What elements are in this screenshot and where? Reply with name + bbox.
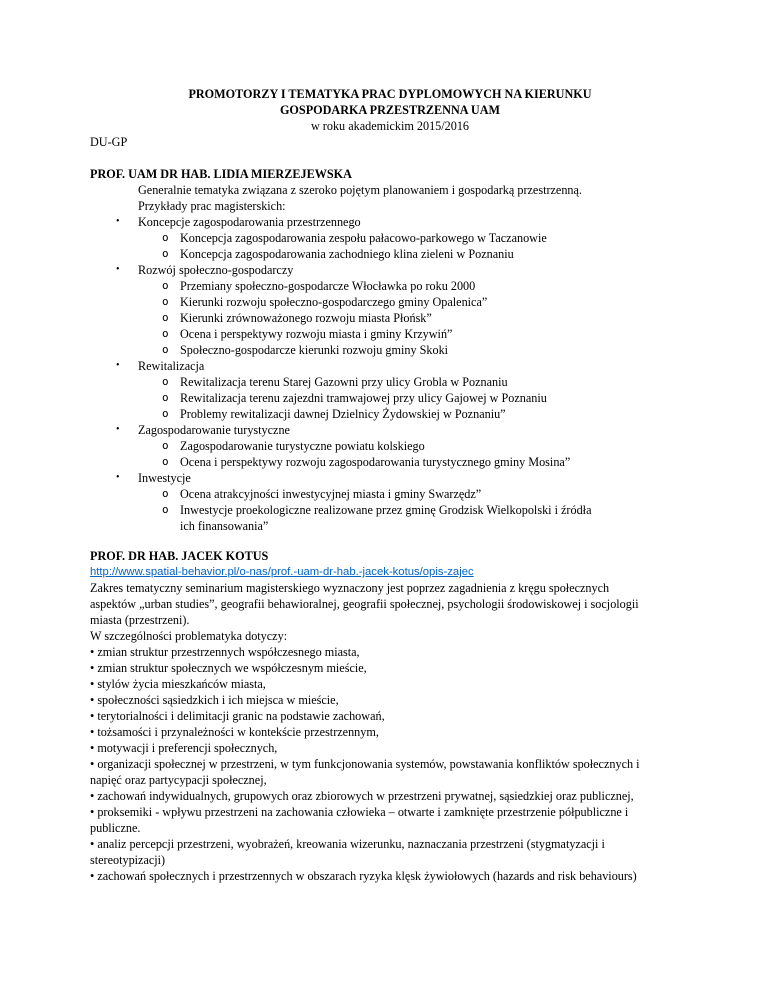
document-code: DU-GP [90, 135, 128, 149]
section1-intro: Generalnie tematyka związana z szeroko pojętym planowaniem i gospodarką przestrzenną. [138, 183, 582, 197]
topic-item: • tożsamości i przynależności w kontekście przestrzennym, [90, 725, 379, 739]
topic-item-continued: napięć oraz partycypacji społecznej, [90, 773, 267, 787]
bullet-icon: • [116, 216, 120, 227]
topic-item: • społeczności sąsiedzkich i ich miejsca w mieście, [90, 693, 339, 707]
group-item [90, 422, 690, 438]
circle-bullet-icon: o [162, 375, 169, 388]
thesis-item: o Inwestycje proekologiczne realizowane przez gminę Grodzisk Wielkopolski i źródła ich finansowania” [162, 503, 592, 533]
section2-intro: Zakres tematyczny seminarium magisterskiego wyznaczony jest poprzez zagadnienia z kręgu społecznych aspektów „urban studies”, geografii behawioralnej, geografii społecznej, psychologii środowiskowej i socjologii miasta (przestrzeni). [90, 581, 639, 627]
topic-item-continued: stereotypizacji) [90, 853, 166, 867]
group-label: Inwestycje [138, 471, 191, 485]
document-title [90, 86, 690, 118]
examples-label: Przykłady prac magisterskich: [138, 199, 286, 213]
topic-item: • motywacji i preferencji społecznych, [90, 741, 278, 755]
group-label: Koncepcje zagospodarowania przestrzennego [138, 215, 361, 229]
circle-bullet-icon: o [162, 311, 169, 324]
topic-item: • proksemiki - wpływu przestrzeni na zachowania człowieka – otwarte i zamknięte przestrzenie półpubliczne i [90, 805, 629, 819]
bullet-icon: • [116, 424, 120, 435]
group-label: Zagospodarowanie turystyczne [138, 423, 290, 437]
group-label: Rozwój społeczno-gospodarczy [138, 263, 294, 277]
supervisor-heading-kotus: PROF. DR HAB. JACEK KOTUS [90, 549, 269, 563]
thesis-item: o Koncepcja zagospodarowania zachodniego klina zieleni w Poznaniu [162, 247, 514, 261]
thesis-item: o Ocena i perspektywy rozwoju miasta i gminy Krzywiń” [162, 327, 453, 341]
group-item [90, 262, 690, 278]
circle-bullet-icon: o [162, 343, 169, 356]
thesis-item: o Społeczno-gospodarcze kierunki rozwoju gminy Skoki [162, 343, 449, 357]
topic-item: • terytorialności i delimitacji granic na podstawie zachowań, [90, 709, 385, 723]
circle-bullet-icon: o [162, 407, 169, 420]
thesis-item: o Ocena atrakcyjności inwestycyjnej miasta i gminy Swarzędz” [162, 487, 482, 501]
thesis-item: o Kierunki zrównoważonego rozwoju miasta Płońsk” [162, 311, 432, 325]
thesis-item: o Przemiany społeczno-gospodarcze Włocławka po roku 2000 [162, 279, 476, 293]
circle-bullet-icon: o [162, 247, 169, 260]
topic-item-continued: publiczne. [90, 821, 141, 835]
thesis-item: o Rewitalizacja terenu zajezdni tramwajowej przy ulicy Gajowej w Poznaniu [162, 391, 547, 405]
circle-bullet-icon: o [162, 503, 169, 516]
group-item [90, 358, 690, 374]
seminar-link[interactable]: http://www.spatial-behavior.pl/o-nas/prof.-uam-dr-hab.-jacek-kotus/opis-zajec [90, 566, 474, 578]
topic-item: • zmian struktur przestrzennych współczesnego miasta, [90, 645, 360, 659]
thesis-group-list [90, 214, 690, 534]
group-item [90, 470, 690, 486]
topic-item: • zachowań społecznych i przestrzennych w obszarach ryzyka klęsk żywiołowych (hazards and risk behaviours) [90, 869, 637, 883]
title-line-2: GOSPODARKA PRZESTRZENNA UAM [279, 103, 501, 117]
group-label: Rewitalizacja [138, 359, 205, 373]
topic-item: • organizacji społecznej w przestrzeni, w tym funkcjonowania systemów, powstawania konfliktów społecznych i [90, 757, 640, 771]
topic-item: • zachowań indywidualnych, grupowych oraz zbiorowych w przestrzeni prywatnej, sąsiedzkiej oraz publicznej, [90, 789, 634, 803]
group-item [90, 214, 690, 230]
circle-bullet-icon: o [162, 455, 169, 468]
thesis-item: o Rewitalizacja terenu Starej Gazowni przy ulicy Grobla w Poznaniu [162, 375, 508, 389]
supervisor-heading-mierzejewska: PROF. UAM DR HAB. LIDIA MIERZEJEWSKA [90, 167, 352, 181]
bullet-icon: • [116, 264, 120, 275]
thesis-item: o Koncepcja zagospodarowania zespołu pałacowo-parkowego w Taczanowie [162, 231, 547, 245]
bullet-icon: • [116, 360, 120, 371]
thesis-item: o Ocena i perspektywy rozwoju zagospodarowania turystycznego gminy Mosina” [162, 455, 571, 469]
document-page [90, 86, 690, 884]
thesis-item: o Zagospodarowanie turystyczne powiatu kolskiego [162, 439, 425, 453]
topic-list [90, 644, 690, 884]
title-line-1: PROMOTORZY I TEMATYKA PRAC DYPLOMOWYCH NA KIERUNKU [188, 87, 592, 101]
thesis-item: o Kierunki rozwoju społeczno-gospodarczego gminy Opalenica” [162, 295, 488, 309]
circle-bullet-icon: o [162, 487, 169, 500]
circle-bullet-icon: o [162, 391, 169, 404]
topic-item: • analiz percepcji przestrzeni, wyobrażeń, kreowania wizerunku, naznaczania przestrzeni (stygmatyzacji i [90, 837, 605, 851]
circle-bullet-icon: o [162, 295, 169, 308]
topic-item: • stylów życia mieszkańców miasta, [90, 677, 266, 691]
academic-year: w roku akademickim 2015/2016 [310, 119, 470, 133]
topics-label: W szczególności problematyka dotyczy: [90, 629, 288, 643]
thesis-item: o Problemy rewitalizacji dawnej Dzielnicy Żydowskiej w Poznaniu” [162, 407, 506, 421]
circle-bullet-icon: o [162, 279, 169, 292]
circle-bullet-icon: o [162, 327, 169, 340]
bullet-icon: • [116, 472, 120, 483]
circle-bullet-icon: o [162, 439, 169, 452]
topic-item: • zmian struktur społecznych we współczesnym mieście, [90, 661, 367, 675]
circle-bullet-icon: o [162, 231, 169, 244]
